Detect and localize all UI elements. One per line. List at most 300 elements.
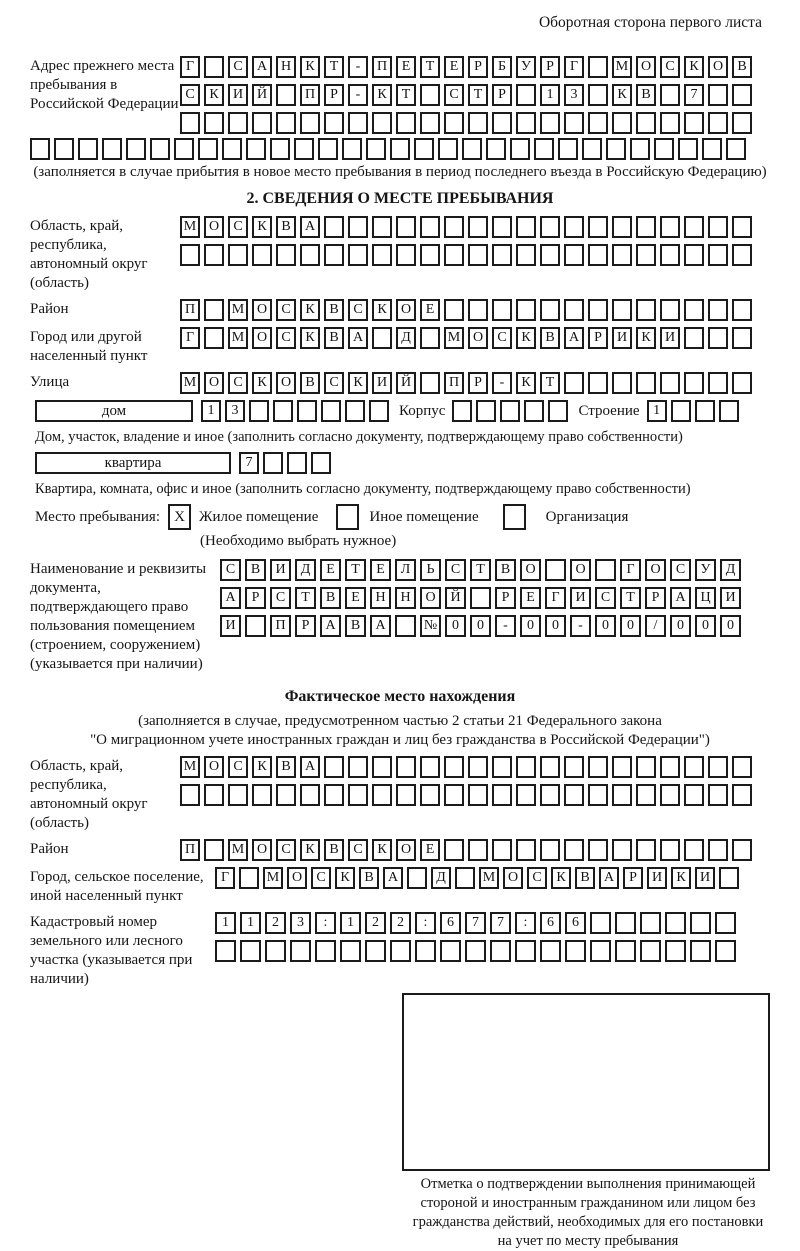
char-cell [372, 784, 392, 806]
char-cell: В [324, 299, 344, 321]
char-cell [540, 216, 560, 238]
char-cell [684, 299, 704, 321]
actual-region-row-1 [180, 756, 752, 778]
char-cell: 7 [490, 912, 511, 934]
char-cell: А [252, 56, 272, 78]
char-cell [273, 400, 293, 422]
char-cell [612, 372, 632, 394]
char-cell: : [515, 912, 536, 934]
char-cell [540, 299, 560, 321]
char-cell [636, 839, 656, 861]
char-cell: Е [420, 299, 440, 321]
char-cell [660, 756, 680, 778]
char-cell [444, 216, 464, 238]
char-cell [204, 299, 224, 321]
char-cell [245, 615, 266, 637]
char-cell [365, 940, 386, 962]
char-cell: О [252, 327, 272, 349]
char-cell: Д [431, 867, 451, 889]
char-cell: М [228, 299, 248, 321]
document-row-2 [220, 587, 741, 609]
actual-city-label: Город, сельское поселение, иной населенный пункт [30, 869, 204, 904]
char-cell [263, 452, 283, 474]
char-cell: М [180, 372, 200, 394]
apartment-row [239, 452, 331, 474]
char-cell: Й [252, 84, 272, 106]
char-cell: 3 [564, 84, 584, 106]
cadastral-block [30, 912, 770, 989]
char-cell [564, 756, 584, 778]
char-cell: Б [492, 56, 512, 78]
char-cell [468, 216, 488, 238]
char-cell [444, 112, 464, 134]
char-cell: О [396, 839, 416, 861]
char-cell: А [348, 327, 368, 349]
char-cell: Р [324, 84, 344, 106]
char-cell [595, 559, 616, 581]
char-cell [636, 299, 656, 321]
char-cell: С [180, 84, 200, 106]
char-cell: С [276, 839, 296, 861]
char-cell [636, 112, 656, 134]
char-cell: 1 [647, 400, 667, 422]
district-block [30, 299, 770, 321]
char-cell: О [503, 867, 523, 889]
char-cell: О [287, 867, 307, 889]
char-cell [660, 372, 680, 394]
actual-district-row [180, 839, 752, 861]
char-cell [612, 756, 632, 778]
char-cell [468, 244, 488, 266]
char-cell [636, 244, 656, 266]
char-cell [588, 244, 608, 266]
char-cell: У [695, 559, 716, 581]
char-cell [492, 784, 512, 806]
char-cell [708, 84, 728, 106]
char-cell [240, 940, 261, 962]
char-cell [516, 839, 536, 861]
char-cell: - [495, 615, 516, 637]
char-cell: С [324, 372, 344, 394]
char-cell [30, 138, 50, 160]
char-cell [420, 216, 440, 238]
char-cell [420, 112, 440, 134]
char-cell [490, 940, 511, 962]
char-cell: С [276, 299, 296, 321]
actual-location-note-1: (заполняется в случае, предусмотренном частью 2 статьи 21 Федерального закона [138, 713, 662, 729]
char-cell [660, 84, 680, 106]
char-cell: : [315, 912, 336, 934]
char-cell [719, 400, 739, 422]
char-cell [558, 138, 578, 160]
char-cell: А [320, 615, 341, 637]
checkbox-other-premises [336, 504, 359, 530]
char-cell [468, 112, 488, 134]
char-cell: М [444, 327, 464, 349]
stamp-caption-line-2: стороной и иностранным гражданином или лицом без [420, 1195, 756, 1211]
char-cell [415, 940, 436, 962]
stamp-caption [378, 1175, 798, 1251]
char-cell [684, 112, 704, 134]
char-cell: 1 [340, 912, 361, 934]
char-cell: С [228, 372, 248, 394]
stay-place-note: (Необходимо выбрать нужное) [200, 533, 397, 549]
checkbox-organization [503, 504, 526, 530]
char-cell [366, 138, 386, 160]
char-cell [500, 400, 520, 422]
char-cell [180, 112, 200, 134]
char-cell [468, 784, 488, 806]
char-cell: 1 [540, 84, 560, 106]
char-cell [690, 912, 711, 934]
char-cell [468, 299, 488, 321]
prev-address-block [30, 56, 770, 134]
char-cell [732, 839, 752, 861]
char-cell: О [204, 216, 224, 238]
char-cell [708, 372, 728, 394]
actual-district-block [30, 839, 770, 861]
char-cell [440, 940, 461, 962]
char-cell [228, 784, 248, 806]
char-cell: В [732, 56, 752, 78]
document-label: Наименование и реквизиты документа, подтверждающего право пользования помещением (строением, сооружением) (указывается при наличии) [30, 561, 207, 672]
char-cell: А [383, 867, 403, 889]
char-cell: С [527, 867, 547, 889]
char-cell: О [204, 756, 224, 778]
char-cell: № [420, 615, 441, 637]
char-cell: Г [180, 56, 200, 78]
char-cell: И [220, 615, 241, 637]
char-cell [640, 912, 661, 934]
char-cell: К [300, 839, 320, 861]
char-cell [249, 400, 269, 422]
char-cell: К [335, 867, 355, 889]
district-row [180, 299, 752, 321]
char-cell [372, 216, 392, 238]
char-cell: П [180, 839, 200, 861]
char-cell: Н [370, 587, 391, 609]
char-cell: И [372, 372, 392, 394]
prev-address-row-2 [180, 84, 752, 106]
char-cell [690, 940, 711, 962]
char-cell: 7 [684, 84, 704, 106]
char-cell [252, 112, 272, 134]
char-cell: Т [540, 372, 560, 394]
char-cell [395, 615, 416, 637]
char-cell [708, 299, 728, 321]
char-cell [345, 400, 365, 422]
apartment-type-box: квартира [35, 452, 231, 474]
char-cell [582, 138, 602, 160]
char-cell [516, 299, 536, 321]
char-cell [695, 400, 715, 422]
char-cell [372, 244, 392, 266]
char-cell [588, 372, 608, 394]
char-cell [684, 839, 704, 861]
option-organization-label: Организация [545, 508, 629, 525]
char-cell [420, 244, 440, 266]
char-cell: К [684, 56, 704, 78]
char-cell: Р [492, 84, 512, 106]
char-cell [150, 138, 170, 160]
char-cell [540, 839, 560, 861]
char-cell [564, 299, 584, 321]
char-cell: 7 [239, 452, 259, 474]
char-cell [719, 867, 739, 889]
char-cell: К [516, 327, 536, 349]
stroenie-label: Строение [578, 402, 640, 419]
char-cell [636, 784, 656, 806]
char-cell [612, 244, 632, 266]
char-cell: 0 [595, 615, 616, 637]
char-cell: В [324, 839, 344, 861]
char-cell [444, 839, 464, 861]
char-cell [492, 756, 512, 778]
char-cell: С [228, 56, 248, 78]
char-cell: 3 [225, 400, 245, 422]
cadastral-row-1 [215, 912, 736, 934]
char-cell: К [348, 372, 368, 394]
char-cell: Т [295, 587, 316, 609]
char-cell [708, 112, 728, 134]
char-cell [665, 912, 686, 934]
char-cell: 6 [565, 912, 586, 934]
confirmation-stamp-box [402, 993, 770, 1171]
char-cell: / [645, 615, 666, 637]
char-cell [565, 940, 586, 962]
char-cell: П [180, 299, 200, 321]
char-cell [246, 138, 266, 160]
char-cell [708, 784, 728, 806]
char-cell: В [575, 867, 595, 889]
char-cell [636, 216, 656, 238]
char-cell [315, 940, 336, 962]
char-cell: Г [215, 867, 235, 889]
char-cell [204, 327, 224, 349]
char-cell: С [348, 839, 368, 861]
prev-address-row-3 [180, 112, 752, 134]
char-cell: Т [468, 84, 488, 106]
region-block [30, 216, 770, 293]
char-cell: О [520, 559, 541, 581]
char-cell [492, 216, 512, 238]
char-cell [510, 138, 530, 160]
char-cell [660, 244, 680, 266]
char-cell [452, 400, 472, 422]
char-cell [396, 216, 416, 238]
char-cell: И [228, 84, 248, 106]
house-note: Дом, участок, владение и иное (заполнить согласно документу, подтверждающему право собственности) [35, 429, 683, 445]
char-cell [660, 784, 680, 806]
char-cell [318, 138, 338, 160]
actual-district-label: Район [30, 841, 69, 857]
char-cell: О [570, 559, 591, 581]
char-cell [348, 784, 368, 806]
char-cell [545, 559, 566, 581]
korpus-label: Корпус [399, 402, 446, 419]
char-cell: С [228, 756, 248, 778]
char-cell: Г [620, 559, 641, 581]
char-cell [636, 756, 656, 778]
char-cell: А [599, 867, 619, 889]
char-cell: 1 [201, 400, 221, 422]
char-cell [222, 138, 242, 160]
char-cell [396, 756, 416, 778]
char-cell [252, 784, 272, 806]
char-cell: 2 [365, 912, 386, 934]
city-label: Город или другой населенный пункт [30, 329, 148, 364]
char-cell: И [695, 867, 715, 889]
char-cell: О [252, 299, 272, 321]
char-cell: С [670, 559, 691, 581]
char-cell: Г [564, 56, 584, 78]
char-cell [732, 784, 752, 806]
prev-address-row-4 [30, 138, 770, 160]
char-cell: Г [180, 327, 200, 349]
region-label: Область, край, республика, автономный округ (область) [30, 218, 148, 291]
char-cell [239, 867, 259, 889]
char-cell [630, 138, 650, 160]
char-cell [126, 138, 146, 160]
char-cell: 3 [290, 912, 311, 934]
char-cell [462, 138, 482, 160]
char-cell [300, 784, 320, 806]
house-block [35, 400, 770, 422]
char-cell: 0 [545, 615, 566, 637]
char-cell [540, 112, 560, 134]
char-cell: В [245, 559, 266, 581]
char-cell: О [636, 56, 656, 78]
char-cell [516, 244, 536, 266]
char-cell: И [570, 587, 591, 609]
char-cell [615, 940, 636, 962]
char-cell [492, 299, 512, 321]
char-cell: М [479, 867, 499, 889]
char-cell [215, 940, 236, 962]
char-cell: 0 [520, 615, 541, 637]
char-cell [438, 138, 458, 160]
char-cell: В [636, 84, 656, 106]
char-cell [300, 112, 320, 134]
char-cell [564, 839, 584, 861]
char-cell [420, 372, 440, 394]
char-cell: И [612, 327, 632, 349]
char-cell [640, 940, 661, 962]
char-cell [732, 327, 752, 349]
char-cell [444, 299, 464, 321]
prev-address-note: (заполняется в случае прибытия в новое место пребывания в период последнего въезда в Российскую Федерацию) [33, 164, 767, 180]
char-cell [276, 112, 296, 134]
char-cell: О [396, 299, 416, 321]
char-cell [612, 784, 632, 806]
char-cell [588, 112, 608, 134]
char-cell [516, 216, 536, 238]
char-cell: Д [295, 559, 316, 581]
char-cell [588, 84, 608, 106]
char-cell [590, 940, 611, 962]
document-row-3 [220, 615, 741, 637]
char-cell [606, 138, 626, 160]
char-cell [732, 112, 752, 134]
char-cell [726, 138, 746, 160]
char-cell [348, 244, 368, 266]
char-cell: М [180, 756, 200, 778]
char-cell [414, 138, 434, 160]
char-cell [204, 112, 224, 134]
char-cell: Т [324, 56, 344, 78]
char-cell: К [372, 839, 392, 861]
char-cell [276, 84, 296, 106]
char-cell [588, 299, 608, 321]
char-cell [300, 244, 320, 266]
house-row [201, 400, 389, 422]
char-cell [708, 327, 728, 349]
char-cell: О [468, 327, 488, 349]
char-cell [204, 56, 224, 78]
char-cell: У [516, 56, 536, 78]
char-cell [684, 244, 704, 266]
char-cell: 2 [265, 912, 286, 934]
char-cell [276, 784, 296, 806]
char-cell: Е [520, 587, 541, 609]
char-cell: - [492, 372, 512, 394]
char-cell [348, 216, 368, 238]
char-cell: К [300, 327, 320, 349]
actual-region-block [30, 756, 770, 833]
char-cell [678, 138, 698, 160]
char-cell [588, 216, 608, 238]
char-cell [732, 756, 752, 778]
char-cell: 0 [620, 615, 641, 637]
city-row [180, 327, 752, 349]
checkbox-dwelling: X [168, 504, 191, 530]
char-cell: 6 [440, 912, 461, 934]
char-cell: Р [495, 587, 516, 609]
char-cell: Е [420, 839, 440, 861]
char-cell: И [270, 559, 291, 581]
char-cell: А [564, 327, 584, 349]
cadastral-label: Кадастровый номер земельного или лесного участка (указывается при наличии) [30, 914, 193, 987]
char-cell: О [708, 56, 728, 78]
char-cell [102, 138, 122, 160]
char-cell: 1 [240, 912, 261, 934]
char-cell [615, 912, 636, 934]
char-cell [660, 299, 680, 321]
char-cell [54, 138, 74, 160]
char-cell: К [612, 84, 632, 106]
char-cell [420, 84, 440, 106]
char-cell [420, 756, 440, 778]
char-cell [324, 216, 344, 238]
char-cell: О [204, 372, 224, 394]
char-cell [515, 940, 536, 962]
char-cell [588, 839, 608, 861]
house-type-box: дом [35, 400, 193, 422]
char-cell: С [270, 587, 291, 609]
char-cell [492, 112, 512, 134]
char-cell [390, 940, 411, 962]
char-cell [564, 244, 584, 266]
char-cell [564, 784, 584, 806]
char-cell [732, 372, 752, 394]
char-cell: С [660, 56, 680, 78]
char-cell: 2 [390, 912, 411, 934]
char-cell: С [492, 327, 512, 349]
char-cell [78, 138, 98, 160]
char-cell: 0 [470, 615, 491, 637]
char-cell [465, 940, 486, 962]
char-cell [540, 940, 561, 962]
